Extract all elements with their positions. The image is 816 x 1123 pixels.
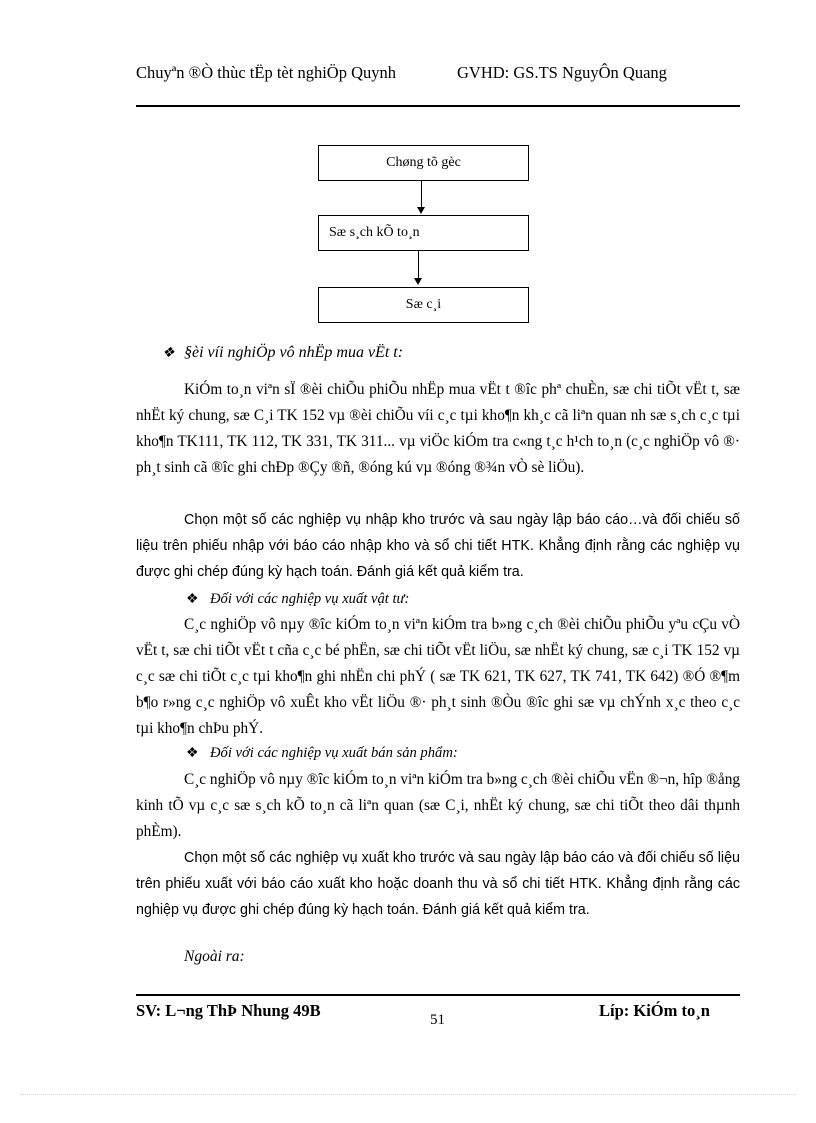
ngoai-ra-label: Ngoài ra: — [184, 948, 245, 965]
section-heading-text: §èi víi nghiÖp vô nhËp mua vËt t: — [184, 344, 404, 361]
subheading-materials-text: Đối với các nghiệp vụ xuất vật tư: — [210, 591, 410, 607]
footer-student: SV: L¬ng ThÞ Nhung 49B — [136, 1001, 321, 1020]
page-bottom-dotted-line — [20, 1094, 796, 1095]
paragraph-1: KiÓm to¸n viªn sÏ ®èi chiÕu phiÕu nhËp mua vËt t ®îc phª chuÈn, sæ chi tiÕt vËt t, sæ nhËt ký chung, sæ C¸i TK 152 vµ ®èi chiÕu víi c¸c tµi kho¶n kh¸c cã liªn quan nh sæ s¸ch c¸c tµi kho¶n TK111, TK 112, TK 331, TK 311... vµ viÖc kiÓm tra c«ng t¸c h¹ch to¸n (c¸c nghiÖp vô ®· ph¸t sinh cã ®îc ghi chÐp ®Çy ®ñ, ®óng kú vµ ®óng ®¾n vÒ sè liÖu). — [136, 381, 740, 476]
diamond-bullet-icon: ❖ — [162, 346, 175, 361]
diamond-bullet-icon: ❖ — [186, 746, 199, 761]
flow-arrow-1 — [421, 181, 422, 208]
header-advisor: GVHD: GS.TS NguyÔn Quang — [457, 63, 667, 82]
paragraph-2: Chọn một số các nghiệp vụ nhập kho trước và sau ngày lập báo cáo…và đối chiếu số liệu trên phiếu nhập với báo cáo nhập kho và sổ chi tiết HTK. Khẳng định rằng các nghiệp vụ được ghi chép đúng kỳ hạch toán. Đánh giá kết quả kiểm tra. — [136, 512, 740, 580]
header-title: Chuyªn ®Ò thùc tËp tèt nghiÖp Quynh — [136, 63, 396, 82]
flow-box-accounting-books: Sæ s¸ch kÕ to¸n — [318, 215, 529, 251]
flow-arrow-2 — [418, 251, 419, 279]
page-number: 51 — [430, 1012, 445, 1028]
paragraph-5: Chọn một số các nghiệp vụ xuất kho trước và sau ngày lập báo cáo và đối chiếu số liệu trên phiếu xuất với báo cáo xuất kho hoặc doanh thu và sổ chi tiết HTK. Khẳng định rằng các nghiệp vụ được ghi chép đúng kỳ hạch toán. Đánh giá kết quả kiểm tra. — [136, 850, 740, 918]
header-rule — [136, 105, 740, 107]
flow-arrowhead-2 — [414, 278, 422, 285]
footer-rule — [136, 994, 740, 996]
flow-box-ledger: Sæ c¸i — [318, 287, 529, 323]
flow-box-source-docs: Chøng tõ gèc — [318, 145, 529, 181]
subheading-products-text: Đối với các nghiệp vụ xuất bán sản phẩm: — [210, 745, 458, 761]
subheading-products — [186, 741, 458, 766]
paragraph-3: C¸c nghiÖp vô nµy ®îc kiÓm to¸n viªn kiÓm tra b»ng c¸ch ®èi chiÕu phiÕu yªu cÇu vÒ vËt t, sæ chi tiÕt vËt t cña c¸c bé phËn, sæ chi tiÕt vËt liÖu, sæ nhËt ký chung, sæ c¸i TK 152 vµ c¸c sæ chi tiÕt c¸c tµi kho¶n ghi nhËn chi phÝ ( sæ TK 621, TK 627, TK 741, TK 642) ®Ó ®¶m b¶o r»ng c¸c nghiÖp vô xuÊt kho vËt liÖu ®· ph¸t sinh ®Òu ®îc ghi sæ vµ chÝnh x¸c theo c¸c tµi kho¶n chÞu phÝ. — [136, 616, 740, 737]
diamond-bullet-icon: ❖ — [186, 592, 199, 607]
section-heading — [162, 342, 403, 365]
subheading-materials — [186, 587, 409, 612]
footer-class: Líp: KiÓm to¸n — [599, 1001, 710, 1020]
paragraph-4: C¸c nghiÖp vô nµy ®îc kiÓm to¸n viªn kiÓm tra b»ng c¸ch ®èi chiÕu vËn ®¬n, hîp ®ång kinh tÕ vµ c¸c sæ s¸ch kÕ to¸n cã liªn quan (sæ C¸i, nhËt ký chung, sæ chi tiÕt theo dâi thµnh phÈm). — [136, 771, 740, 840]
flow-arrowhead-1 — [417, 207, 425, 214]
